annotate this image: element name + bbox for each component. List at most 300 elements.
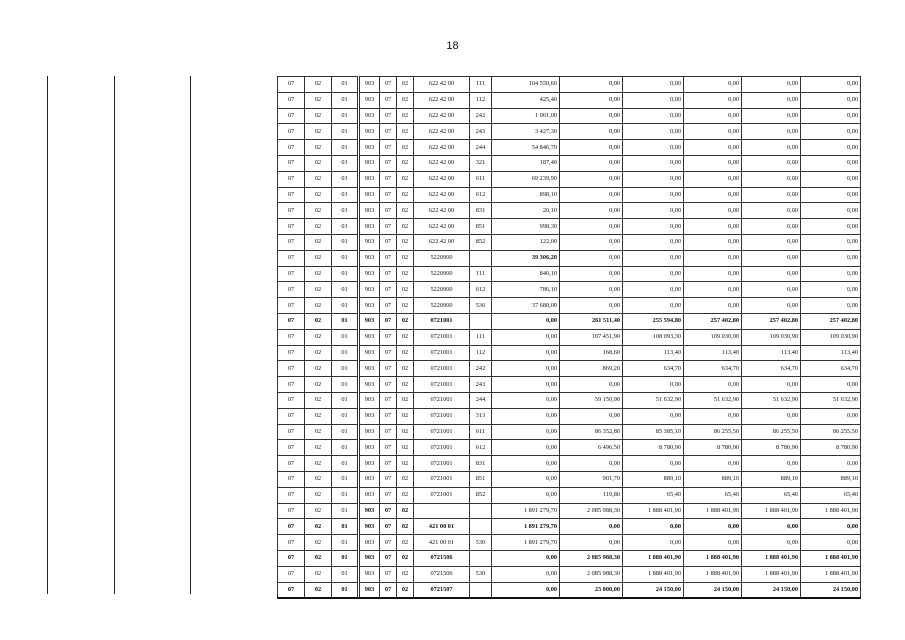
subsection-code: 02 <box>305 582 332 598</box>
table-row <box>278 140 861 156</box>
amount-cell: 0,00 <box>684 408 742 424</box>
amount-cell: 1 888 401,90 <box>801 566 861 582</box>
amount-cell: 0,00 <box>623 77 684 93</box>
amount-cell: 889,10 <box>684 471 742 487</box>
expense-type-code: 321 <box>470 155 492 171</box>
target-code: 0721001 <box>414 440 470 456</box>
subchapter-code: 02 <box>397 77 414 93</box>
subchapter-code: 02 <box>397 124 414 140</box>
amount-cell: 634,70 <box>684 361 742 377</box>
amount-cell: 1 888 401,90 <box>742 503 801 519</box>
ministry-code: 903 <box>360 487 380 503</box>
amount-cell: 0,00 <box>623 234 684 250</box>
subchapter-code: 02 <box>397 377 414 393</box>
amount-cell: 20,10 <box>492 203 560 219</box>
item-code: 01 <box>332 392 358 408</box>
subchapter-code: 02 <box>397 345 414 361</box>
subchapter-code: 02 <box>397 487 414 503</box>
amount-cell: 0,00 <box>684 234 742 250</box>
amount-cell: 0,00 <box>742 234 801 250</box>
amount-cell: 51 632,90 <box>742 392 801 408</box>
amount-cell: 109 030,90 <box>684 329 742 345</box>
amount-cell: 1 891 279,70 <box>492 535 560 551</box>
amount-cell: 898,10 <box>492 187 560 203</box>
section-code: 07 <box>278 92 305 108</box>
amount-cell: 86 255,50 <box>801 424 861 440</box>
subchapter-code: 02 <box>397 519 414 535</box>
amount-cell: 1 888 401,90 <box>742 566 801 582</box>
chapter-code: 07 <box>380 313 397 329</box>
amount-cell: 0,00 <box>801 298 861 314</box>
table-row <box>278 471 861 487</box>
expense-type-code: 242 <box>470 108 492 124</box>
expense-type-code: 611 <box>470 424 492 440</box>
item-code: 01 <box>332 155 358 171</box>
amount-cell: 998,30 <box>492 219 560 235</box>
item-code: 01 <box>332 456 358 472</box>
target-code: 0721001 <box>414 361 470 377</box>
amount-cell: 86 352,80 <box>560 424 623 440</box>
chapter-code: 07 <box>380 471 397 487</box>
table-row <box>278 535 861 551</box>
amount-cell: 0,00 <box>623 519 684 535</box>
subsection-code: 02 <box>305 92 332 108</box>
amount-cell: 1 888 401,90 <box>623 550 684 566</box>
amount-cell: 1 888 401,90 <box>623 503 684 519</box>
section-code: 07 <box>278 171 305 187</box>
target-code: 622 42 00 <box>414 92 470 108</box>
section-code: 07 <box>278 345 305 361</box>
amount-cell: 0,00 <box>801 519 861 535</box>
target-code: 0721507 <box>414 582 470 598</box>
section-code: 07 <box>278 140 305 156</box>
chapter-code: 07 <box>380 234 397 250</box>
ministry-code: 903 <box>360 266 380 282</box>
subchapter-code: 02 <box>397 503 414 519</box>
expense-type-code: 111 <box>470 77 492 93</box>
amount-cell: 0,00 <box>560 219 623 235</box>
amount-cell: 86 255,50 <box>742 424 801 440</box>
item-code: 01 <box>332 313 358 329</box>
amount-cell: 104 550,60 <box>492 77 560 93</box>
subsection-code: 02 <box>305 566 332 582</box>
ministry-code: 903 <box>360 108 380 124</box>
amount-cell: 0,00 <box>492 566 560 582</box>
section-code: 07 <box>278 282 305 298</box>
subsection-code: 02 <box>305 203 332 219</box>
item-code: 01 <box>332 234 358 250</box>
amount-cell: 1 888 401,90 <box>684 566 742 582</box>
subsection-code: 02 <box>305 171 332 187</box>
subchapter-code: 02 <box>397 392 414 408</box>
ministry-code: 903 <box>360 155 380 171</box>
amount-cell: 0,00 <box>801 140 861 156</box>
amount-cell: 0,00 <box>560 203 623 219</box>
target-code: 622 42 00 <box>414 234 470 250</box>
subsection-code: 02 <box>305 377 332 393</box>
amount-cell: 0,00 <box>742 266 801 282</box>
amount-cell: 0,00 <box>623 456 684 472</box>
amount-cell: 0,00 <box>684 219 742 235</box>
item-code: 01 <box>332 124 358 140</box>
amount-cell: 0,00 <box>492 345 560 361</box>
subsection-code: 02 <box>305 392 332 408</box>
ministry-code: 903 <box>360 234 380 250</box>
table-row <box>278 582 861 598</box>
chapter-code: 07 <box>380 408 397 424</box>
item-code: 01 <box>332 503 358 519</box>
chapter-code: 07 <box>380 155 397 171</box>
table-row <box>278 313 861 329</box>
ministry-code: 903 <box>360 92 380 108</box>
item-code: 01 <box>332 566 358 582</box>
table-row <box>278 361 861 377</box>
chapter-code: 07 <box>380 361 397 377</box>
expense-type-code: 112 <box>470 345 492 361</box>
chapter-code: 07 <box>380 566 397 582</box>
section-code: 07 <box>278 471 305 487</box>
subsection-code: 02 <box>305 550 332 566</box>
amount-cell: 0,00 <box>623 155 684 171</box>
amount-cell: 840,10 <box>492 266 560 282</box>
subchapter-code: 02 <box>397 234 414 250</box>
amount-cell: 0,00 <box>684 140 742 156</box>
amount-cell: 0,00 <box>801 219 861 235</box>
item-code: 01 <box>332 140 358 156</box>
amount-cell: 0,00 <box>492 550 560 566</box>
amount-cell: 0,00 <box>742 408 801 424</box>
subchapter-code: 02 <box>397 219 414 235</box>
amount-cell: 0,00 <box>684 92 742 108</box>
ministry-code: 903 <box>360 203 380 219</box>
chapter-code: 07 <box>380 392 397 408</box>
target-code: 622 42 00 <box>414 155 470 171</box>
amount-cell: 119,80 <box>560 487 623 503</box>
subchapter-code: 02 <box>397 566 414 582</box>
item-code: 01 <box>332 550 358 566</box>
subchapter-code: 02 <box>397 171 414 187</box>
chapter-code: 07 <box>380 298 397 314</box>
section-code: 07 <box>278 519 305 535</box>
subsection-code: 02 <box>305 219 332 235</box>
expense-type-code: 243 <box>470 124 492 140</box>
item-code: 01 <box>332 203 358 219</box>
chapter-code: 07 <box>380 171 397 187</box>
subsection-code: 02 <box>305 313 332 329</box>
amount-cell: 24 150,00 <box>623 582 684 598</box>
section-code: 07 <box>278 155 305 171</box>
target-code: 5220900 <box>414 282 470 298</box>
amount-cell: 0,00 <box>623 266 684 282</box>
ministry-code: 903 <box>360 329 380 345</box>
amount-cell: 0,00 <box>742 282 801 298</box>
column-rule-left <box>47 76 48 594</box>
amount-cell: 109 030,90 <box>801 329 861 345</box>
subchapter-code: 02 <box>397 535 414 551</box>
subchapter-code: 02 <box>397 582 414 598</box>
subsection-code: 02 <box>305 471 332 487</box>
amount-cell: 0,00 <box>492 329 560 345</box>
amount-cell: 86 255,50 <box>684 424 742 440</box>
subsection-code: 02 <box>305 298 332 314</box>
amount-cell: 901,70 <box>560 471 623 487</box>
amount-cell: 0,00 <box>801 92 861 108</box>
expense-type-code: 111 <box>470 329 492 345</box>
amount-cell: 0,00 <box>684 266 742 282</box>
item-code: 01 <box>332 345 358 361</box>
table-row <box>278 282 861 298</box>
budget-table <box>277 76 861 599</box>
amount-cell: 0,00 <box>560 298 623 314</box>
chapter-code: 07 <box>380 582 397 598</box>
amount-cell: 2 085 988,30 <box>560 550 623 566</box>
table-row <box>278 440 861 456</box>
expense-type-code: 852 <box>470 487 492 503</box>
subsection-code: 02 <box>305 503 332 519</box>
section-code: 07 <box>278 503 305 519</box>
chapter-code: 07 <box>380 550 397 566</box>
amount-cell: 0,00 <box>801 408 861 424</box>
amount-cell: 187,40 <box>492 155 560 171</box>
amount-cell: 23 000,00 <box>560 582 623 598</box>
section-code: 07 <box>278 377 305 393</box>
amount-cell: 3 427,30 <box>492 124 560 140</box>
amount-cell: 0,00 <box>684 298 742 314</box>
subsection-code: 02 <box>305 361 332 377</box>
amount-cell: 0,00 <box>684 124 742 140</box>
amount-cell: 0,00 <box>492 582 560 598</box>
section-code: 07 <box>278 298 305 314</box>
subsection-code: 02 <box>305 345 332 361</box>
section-code: 07 <box>278 313 305 329</box>
item-code: 01 <box>332 298 358 314</box>
subsection-code: 02 <box>305 77 332 93</box>
item-code: 01 <box>332 92 358 108</box>
amount-cell: 0,00 <box>623 282 684 298</box>
amount-cell: 1 888 401,90 <box>684 550 742 566</box>
table-row <box>278 456 861 472</box>
target-code: 0721001 <box>414 345 470 361</box>
amount-cell: 889,10 <box>742 471 801 487</box>
amount-cell: 1 888 401,90 <box>801 550 861 566</box>
amount-cell: 869,20 <box>560 361 623 377</box>
ministry-code: 903 <box>360 503 380 519</box>
section-code: 07 <box>278 124 305 140</box>
target-code: 0721001 <box>414 408 470 424</box>
target-code: 0721001 <box>414 392 470 408</box>
table-row <box>278 219 861 235</box>
page-number: 18 <box>446 40 459 52</box>
chapter-code: 07 <box>380 535 397 551</box>
amount-cell: 54 846,70 <box>492 140 560 156</box>
amount-cell: 1 888 401,90 <box>623 566 684 582</box>
table-row <box>278 203 861 219</box>
amount-cell: 168,60 <box>560 345 623 361</box>
ministry-code: 903 <box>360 377 380 393</box>
expense-type-code: 852 <box>470 234 492 250</box>
target-code: 421 00 01 <box>414 535 470 551</box>
target-code: 622 42 00 <box>414 108 470 124</box>
amount-cell: 0,00 <box>742 535 801 551</box>
ministry-code: 903 <box>360 124 380 140</box>
table-body <box>278 77 861 599</box>
amount-cell: 0,00 <box>560 456 623 472</box>
target-code: 622 42 00 <box>414 187 470 203</box>
chapter-code: 07 <box>380 424 397 440</box>
amount-cell: 0,00 <box>560 234 623 250</box>
amount-cell: 0,00 <box>801 377 861 393</box>
amount-cell: 1 888 401,90 <box>801 503 861 519</box>
amount-cell: 85 385,10 <box>623 424 684 440</box>
amount-cell: 0,00 <box>684 77 742 93</box>
target-code: 622 42 00 <box>414 171 470 187</box>
table-row <box>278 519 861 535</box>
target-code: 0721001 <box>414 329 470 345</box>
amount-cell: 0,00 <box>560 187 623 203</box>
amount-cell: 0,00 <box>623 108 684 124</box>
expense-type-code: 851 <box>470 219 492 235</box>
subsection-code: 02 <box>305 329 332 345</box>
amount-cell: 122,00 <box>492 234 560 250</box>
amount-cell: 0,00 <box>492 471 560 487</box>
target-code: 622 42 00 <box>414 77 470 93</box>
amount-cell: 0,00 <box>492 392 560 408</box>
subchapter-code: 02 <box>397 266 414 282</box>
ministry-code: 903 <box>360 424 380 440</box>
expense-type-code <box>470 503 492 519</box>
amount-cell: 0,00 <box>801 250 861 266</box>
chapter-code: 07 <box>380 266 397 282</box>
amount-cell: 0,00 <box>801 234 861 250</box>
amount-cell: 0,00 <box>742 250 801 266</box>
amount-cell: 0,00 <box>560 171 623 187</box>
amount-cell: 0,00 <box>560 155 623 171</box>
amount-cell: 65,40 <box>623 487 684 503</box>
amount-cell: 0,00 <box>684 535 742 551</box>
expense-type-code <box>470 250 492 266</box>
amount-cell: 0,00 <box>801 282 861 298</box>
budget-table-wrap <box>277 76 860 594</box>
item-code: 01 <box>332 535 358 551</box>
ministry-code: 903 <box>360 171 380 187</box>
amount-cell: 0,00 <box>684 155 742 171</box>
amount-cell: 69 239,90 <box>492 171 560 187</box>
item-code: 01 <box>332 408 358 424</box>
amount-cell: 0,00 <box>742 77 801 93</box>
amount-cell: 0,00 <box>801 171 861 187</box>
amount-cell: 1 001,00 <box>492 108 560 124</box>
amount-cell: 113,40 <box>742 345 801 361</box>
section-code: 07 <box>278 219 305 235</box>
table-row <box>278 503 861 519</box>
amount-cell: 0,00 <box>684 187 742 203</box>
section-code: 07 <box>278 392 305 408</box>
item-code: 01 <box>332 329 358 345</box>
subsection-code: 02 <box>305 124 332 140</box>
amount-cell: 0,00 <box>623 124 684 140</box>
amount-cell: 0,00 <box>560 92 623 108</box>
ministry-code: 903 <box>360 345 380 361</box>
subchapter-code: 02 <box>397 440 414 456</box>
section-code: 07 <box>278 203 305 219</box>
amount-cell: 65,40 <box>684 487 742 503</box>
chapter-code: 07 <box>380 456 397 472</box>
table-row <box>278 345 861 361</box>
amount-cell: 0,00 <box>560 377 623 393</box>
amount-cell: 634,70 <box>742 361 801 377</box>
chapter-code: 07 <box>380 440 397 456</box>
table-row <box>278 329 861 345</box>
amount-cell: 113,40 <box>684 345 742 361</box>
target-code: 0721506 <box>414 550 470 566</box>
chapter-code: 07 <box>380 282 397 298</box>
item-code: 01 <box>332 582 358 598</box>
section-code: 07 <box>278 582 305 598</box>
subchapter-code: 02 <box>397 155 414 171</box>
amount-cell: 0,00 <box>560 140 623 156</box>
amount-cell: 0,00 <box>742 108 801 124</box>
amount-cell: 24 150,00 <box>742 582 801 598</box>
section-code: 07 <box>278 456 305 472</box>
chapter-code: 07 <box>380 250 397 266</box>
section-code: 07 <box>278 361 305 377</box>
amount-cell: 2 085 988,30 <box>560 566 623 582</box>
item-code: 01 <box>332 519 358 535</box>
subchapter-code: 02 <box>397 408 414 424</box>
subchapter-code: 02 <box>397 471 414 487</box>
amount-cell: 0,00 <box>560 519 623 535</box>
item-code: 01 <box>332 471 358 487</box>
table-row <box>278 566 861 582</box>
column-rule-right <box>190 76 191 594</box>
expense-type-code: 536 <box>470 298 492 314</box>
expense-type-code: 831 <box>470 203 492 219</box>
ministry-code: 903 <box>360 361 380 377</box>
amount-cell: 0,00 <box>742 203 801 219</box>
section-code: 07 <box>278 535 305 551</box>
amount-cell: 0,00 <box>742 171 801 187</box>
subsection-code: 02 <box>305 519 332 535</box>
subchapter-code: 02 <box>397 424 414 440</box>
subchapter-code: 02 <box>397 187 414 203</box>
target-code: 5220900 <box>414 298 470 314</box>
amount-cell: 0,00 <box>623 377 684 393</box>
amount-cell: 0,00 <box>801 203 861 219</box>
table-row <box>278 424 861 440</box>
item-code: 01 <box>332 171 358 187</box>
table-row <box>278 266 861 282</box>
amount-cell: 0,00 <box>560 77 623 93</box>
amount-cell: 0,00 <box>560 266 623 282</box>
subchapter-code: 02 <box>397 298 414 314</box>
amount-cell: 261 511,40 <box>560 313 623 329</box>
item-code: 01 <box>332 361 358 377</box>
subchapter-code: 02 <box>397 250 414 266</box>
subsection-code: 02 <box>305 424 332 440</box>
amount-cell: 786,10 <box>492 282 560 298</box>
amount-cell: 1 891 279,70 <box>492 503 560 519</box>
item-code: 01 <box>332 219 358 235</box>
chapter-code: 07 <box>380 140 397 156</box>
amount-cell: 51 632,90 <box>684 392 742 408</box>
chapter-code: 07 <box>380 377 397 393</box>
item-code: 01 <box>332 282 358 298</box>
chapter-code: 07 <box>380 503 397 519</box>
expense-type-code: 612 <box>470 440 492 456</box>
target-code: 622 42 00 <box>414 124 470 140</box>
amount-cell: 0,00 <box>560 535 623 551</box>
target-code: 622 42 00 <box>414 203 470 219</box>
